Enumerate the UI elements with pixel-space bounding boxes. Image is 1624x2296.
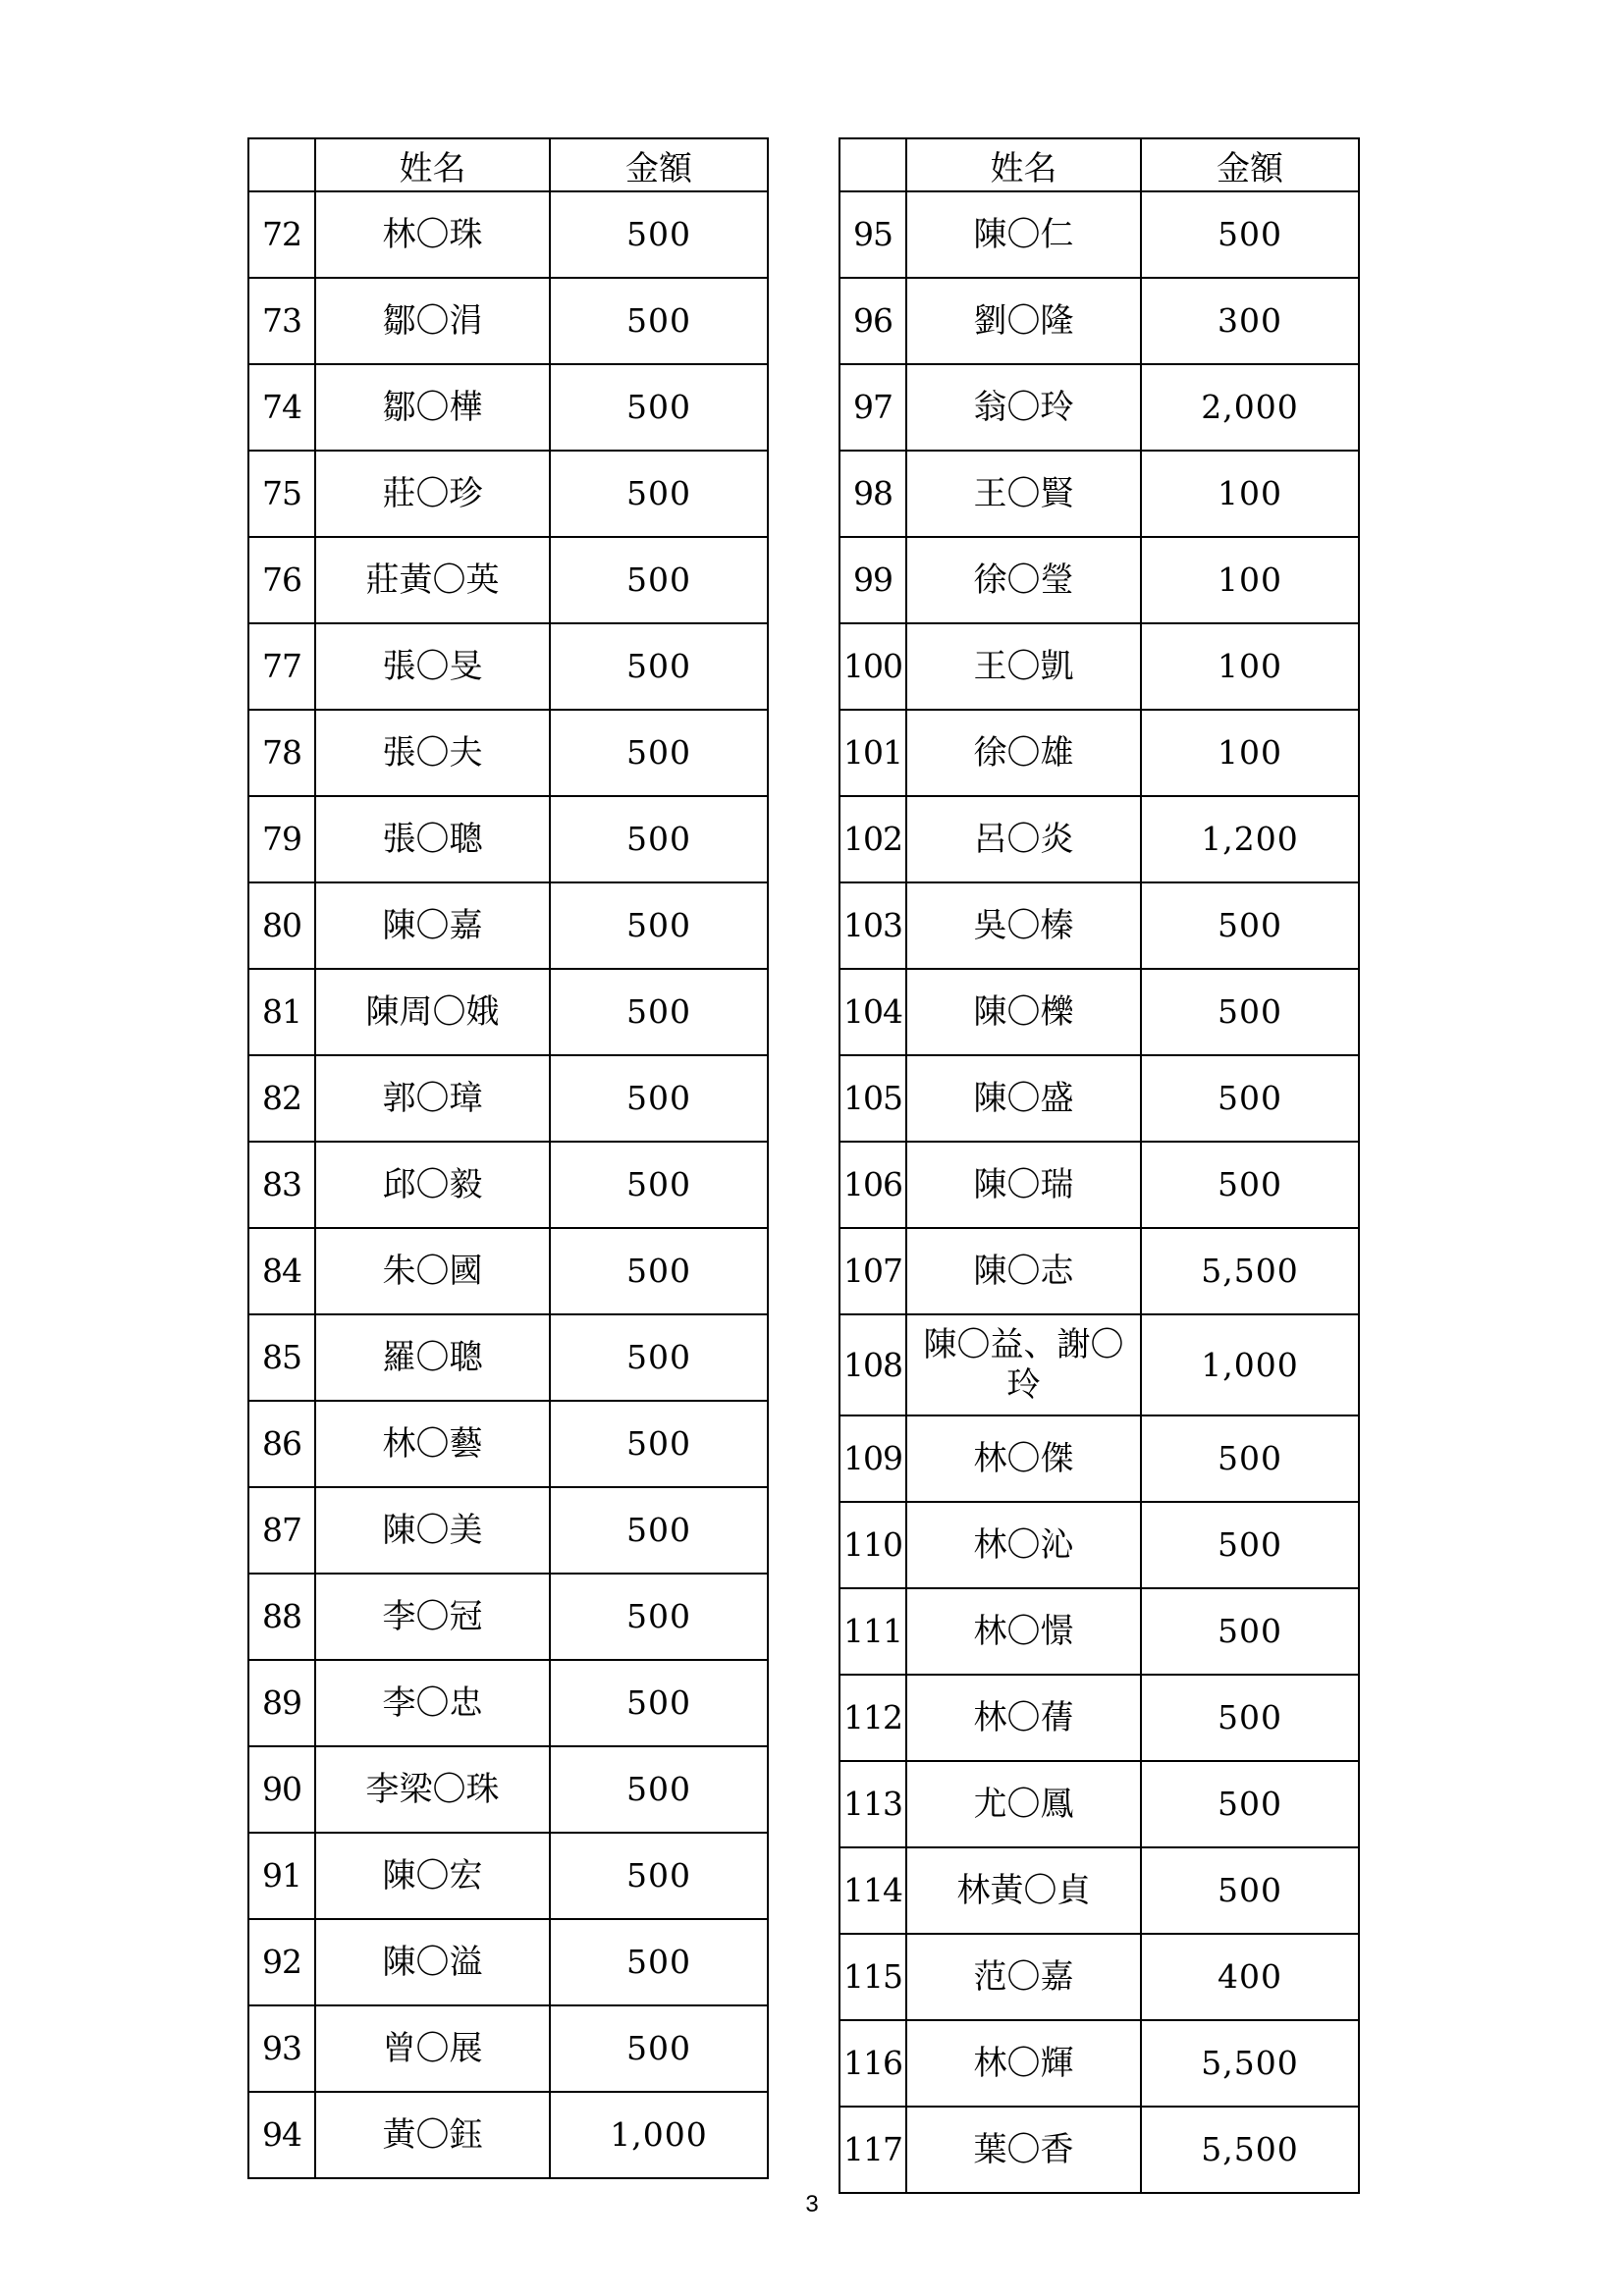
donor-name: 黃〇鈺 [315,2092,550,2178]
donor-name: 徐〇瑩 [906,537,1141,623]
table-row [839,191,1359,278]
table-row [839,451,1359,537]
table-row [248,623,768,710]
donor-name: 劉〇隆 [906,278,1141,364]
donation-amount: 500 [1141,1502,1359,1588]
donation-amount: 500 [550,1746,768,1833]
row-number: 98 [839,451,906,537]
table-row [248,1919,768,2005]
row-number: 109 [839,1415,906,1502]
table-row [839,796,1359,882]
row-number: 72 [248,191,315,278]
row-number: 110 [839,1502,906,1588]
donor-name: 尤〇鳳 [906,1761,1141,1847]
donor-name: 林〇蒨 [906,1675,1141,1761]
donation-amount: 300 [1141,278,1359,364]
table-row [248,2005,768,2092]
donor-name: 陳〇櫟 [906,969,1141,1055]
donor-name: 陳〇瑞 [906,1142,1141,1228]
row-number: 91 [248,1833,315,1919]
table-row [839,1502,1359,1588]
row-number: 77 [248,623,315,710]
donation-amount: 500 [550,1574,768,1660]
table-row [248,451,768,537]
donation-amount: 500 [1141,1847,1359,1934]
table-row [839,1761,1359,1847]
donor-name: 張〇夫 [315,710,550,796]
donor-name: 李梁〇珠 [315,1746,550,1833]
donation-amount: 500 [550,451,768,537]
donor-name: 吳〇榛 [906,882,1141,969]
donor-name: 陳〇益、謝〇玲 [906,1314,1141,1415]
row-number: 101 [839,710,906,796]
donor-rows [248,191,768,2178]
donation-amount: 500 [550,1660,768,1746]
donor-name: 林〇傑 [906,1415,1141,1502]
row-number: 102 [839,796,906,882]
donor-name: 范〇嘉 [906,1934,1141,2020]
table-row [839,1847,1359,1934]
row-number: 113 [839,1761,906,1847]
donation-amount: 1,000 [550,2092,768,2178]
donation-amount: 500 [550,1314,768,1401]
table-row [248,969,768,1055]
row-number: 83 [248,1142,315,1228]
header-row [248,138,768,191]
donation-amount: 500 [550,1833,768,1919]
donor-name: 王〇凱 [906,623,1141,710]
table-row [839,1228,1359,1314]
donor-name: 徐〇雄 [906,710,1141,796]
donation-amount: 500 [550,882,768,969]
donation-amount: 100 [1141,623,1359,710]
donor-name: 陳〇仁 [906,191,1141,278]
donor-name: 朱〇國 [315,1228,550,1314]
donor-name: 李〇忠 [315,1660,550,1746]
donor-name: 曾〇展 [315,2005,550,2092]
row-number: 95 [839,191,906,278]
row-number: 117 [839,2107,906,2193]
table-row [839,1314,1359,1415]
donor-name: 陳〇宏 [315,1833,550,1919]
header-number [839,138,906,191]
row-number: 80 [248,882,315,969]
donor-name: 陳周〇娥 [315,969,550,1055]
table-row [248,278,768,364]
table-row [248,191,768,278]
table-row [248,710,768,796]
donation-amount: 500 [550,969,768,1055]
donor-name: 鄒〇樺 [315,364,550,451]
donation-amount: 500 [550,278,768,364]
row-number: 103 [839,882,906,969]
table-row [248,2092,768,2178]
donor-name: 陳〇志 [906,1228,1141,1314]
row-number: 90 [248,1746,315,1833]
row-number: 112 [839,1675,906,1761]
donation-amount: 500 [1141,1761,1359,1847]
donor-name: 林〇珠 [315,191,550,278]
header-number [248,138,315,191]
table-row [248,1401,768,1487]
row-number: 89 [248,1660,315,1746]
donor-rows [839,191,1359,2193]
donation-amount: 500 [1141,191,1359,278]
row-number: 78 [248,710,315,796]
row-number: 99 [839,537,906,623]
table-row [839,364,1359,451]
table-row [839,1675,1359,1761]
table-row [839,969,1359,1055]
donation-amount: 500 [550,364,768,451]
donor-name: 鄒〇涓 [315,278,550,364]
table-row [839,2020,1359,2107]
header-amount: 金額 [1141,138,1359,191]
table-row [839,1142,1359,1228]
donation-amount: 500 [550,1142,768,1228]
row-number: 93 [248,2005,315,2092]
header-amount: 金額 [550,138,768,191]
donation-amount: 1,200 [1141,796,1359,882]
donation-amount: 400 [1141,1934,1359,2020]
donation-amount: 500 [550,537,768,623]
table-row [839,1055,1359,1142]
table-row [839,1415,1359,1502]
header-name: 姓名 [315,138,550,191]
donor-name: 張〇聰 [315,796,550,882]
row-number: 111 [839,1588,906,1675]
donor-name: 羅〇聰 [315,1314,550,1401]
donor-name: 翁〇玲 [906,364,1141,451]
donor-name: 林〇藝 [315,1401,550,1487]
row-number: 74 [248,364,315,451]
donation-amount: 500 [1141,1142,1359,1228]
row-number: 88 [248,1574,315,1660]
donation-amount: 500 [1141,1055,1359,1142]
donation-amount: 500 [1141,882,1359,969]
donation-amount: 500 [1141,1588,1359,1675]
row-number: 87 [248,1487,315,1574]
table-row [248,537,768,623]
donation-amount: 500 [1141,1675,1359,1761]
table-row [248,1574,768,1660]
row-number: 105 [839,1055,906,1142]
table-row [248,364,768,451]
table-row [248,1142,768,1228]
donation-amount: 100 [1141,451,1359,537]
row-number: 115 [839,1934,906,2020]
row-number: 86 [248,1401,315,1487]
row-number: 73 [248,278,315,364]
donor-name: 莊黃〇英 [315,537,550,623]
header-row [839,138,1359,191]
donor-name: 李〇冠 [315,1574,550,1660]
table-row [839,1588,1359,1675]
donor-name: 陳〇溢 [315,1919,550,2005]
donation-amount: 500 [550,796,768,882]
table-row [839,882,1359,969]
table-row [248,1746,768,1833]
row-number: 116 [839,2020,906,2107]
row-number: 97 [839,364,906,451]
row-number: 75 [248,451,315,537]
donation-amount: 500 [550,1055,768,1142]
donation-amount: 500 [1141,1415,1359,1502]
row-number: 100 [839,623,906,710]
table-row [248,1314,768,1401]
donor-name: 林〇憬 [906,1588,1141,1675]
donation-amount: 2,000 [1141,364,1359,451]
table-row [248,882,768,969]
donation-amount: 5,500 [1141,2020,1359,2107]
donation-amount: 500 [550,2005,768,2092]
table-row [839,278,1359,364]
table-row [248,1487,768,1574]
donation-amount: 500 [550,1228,768,1314]
donation-amount: 500 [1141,969,1359,1055]
row-number: 79 [248,796,315,882]
row-number: 92 [248,1919,315,2005]
donation-amount: 5,500 [1141,2107,1359,2193]
table-row [839,1934,1359,2020]
donation-amount: 500 [550,1401,768,1487]
row-number: 108 [839,1314,906,1415]
row-number: 94 [248,2092,315,2178]
donation-amount: 500 [550,1487,768,1574]
donor-name: 陳〇盛 [906,1055,1141,1142]
donor-table-left [247,137,769,2179]
row-number: 84 [248,1228,315,1314]
row-number: 96 [839,278,906,364]
donor-name: 張〇旻 [315,623,550,710]
page-number: 3 [805,2191,819,2217]
donation-amount: 500 [550,710,768,796]
donor-name: 邱〇毅 [315,1142,550,1228]
table-row [248,1055,768,1142]
donor-name: 王〇賢 [906,451,1141,537]
table-row [839,623,1359,710]
donation-amount: 1,000 [1141,1314,1359,1415]
donor-name: 郭〇璋 [315,1055,550,1142]
table-row [248,1660,768,1746]
donor-name: 莊〇珍 [315,451,550,537]
table-row [248,796,768,882]
table-row [248,1228,768,1314]
donor-name: 陳〇嘉 [315,882,550,969]
donor-name: 葉〇香 [906,2107,1141,2193]
row-number: 106 [839,1142,906,1228]
row-number: 85 [248,1314,315,1401]
donation-amount: 500 [550,1919,768,2005]
donor-name: 呂〇炎 [906,796,1141,882]
donation-amount: 500 [550,191,768,278]
donation-amount: 5,500 [1141,1228,1359,1314]
donor-name: 林黃〇貞 [906,1847,1141,1934]
donation-amount: 100 [1141,537,1359,623]
table-row [839,2107,1359,2193]
donor-name: 陳〇美 [315,1487,550,1574]
row-number: 82 [248,1055,315,1142]
donor-name: 林〇輝 [906,2020,1141,2107]
donation-amount: 100 [1141,710,1359,796]
row-number: 104 [839,969,906,1055]
header-name: 姓名 [906,138,1141,191]
table-row [248,1833,768,1919]
row-number: 81 [248,969,315,1055]
row-number: 76 [248,537,315,623]
table-row [839,537,1359,623]
row-number: 107 [839,1228,906,1314]
donor-table-right [839,137,1360,2194]
donor-name: 林〇沁 [906,1502,1141,1588]
row-number: 114 [839,1847,906,1934]
donation-amount: 500 [550,623,768,710]
table-row [839,710,1359,796]
